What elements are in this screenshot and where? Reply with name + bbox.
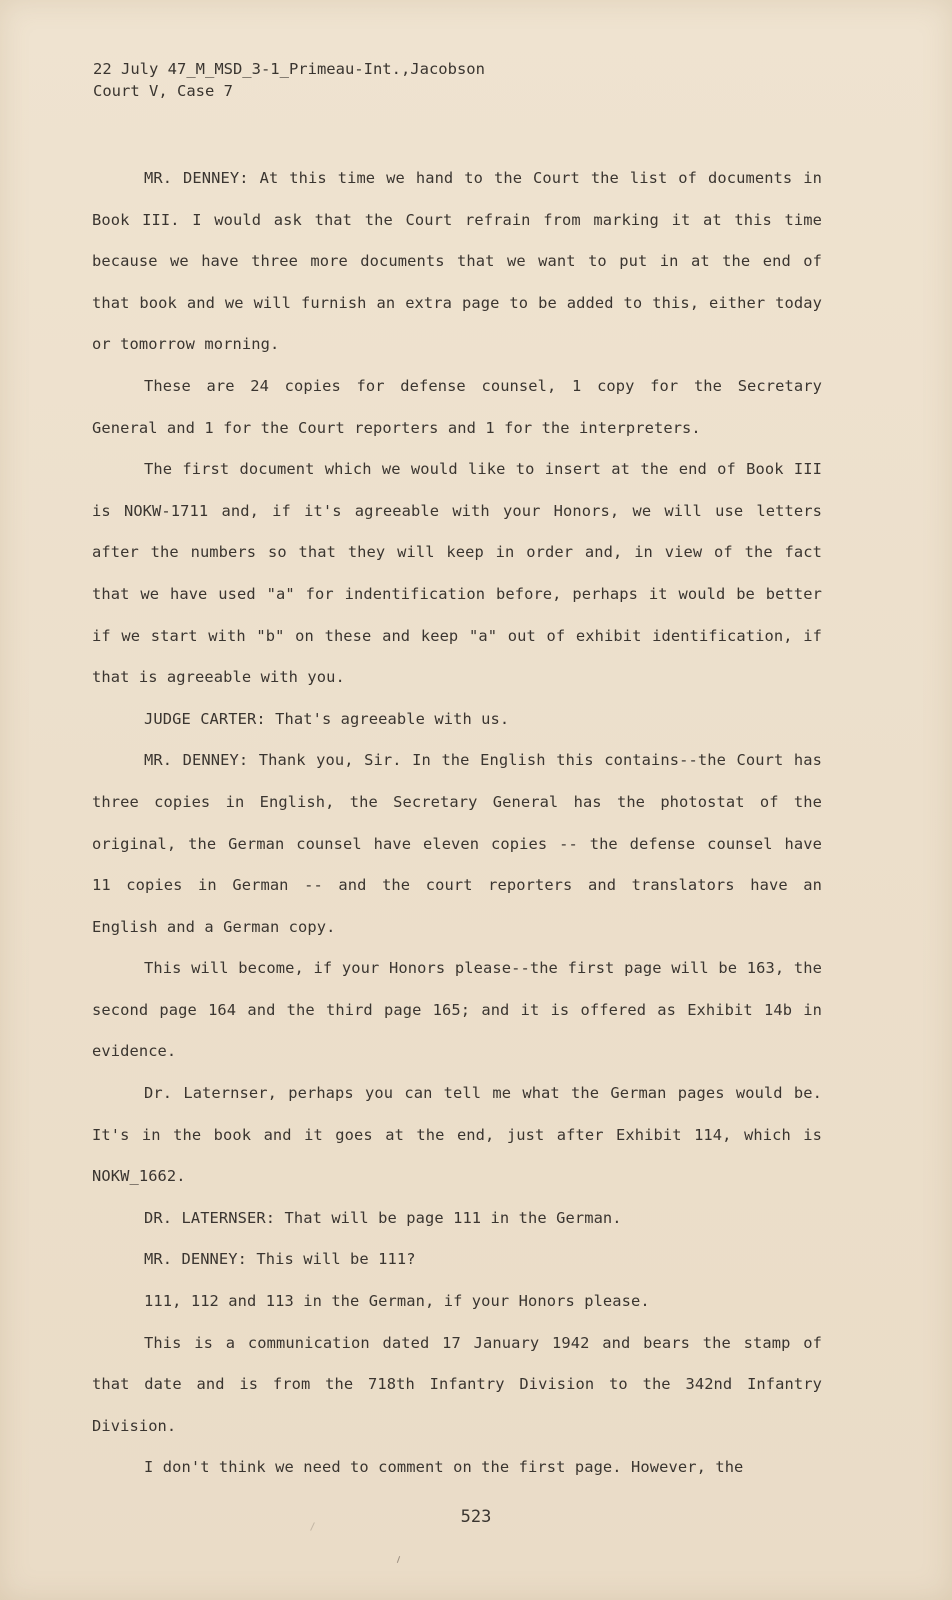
page-number: 523 [460, 1507, 492, 1527]
paragraph-8: DR. LATERNSER: That will be page 111 in the German. [144, 1208, 622, 1227]
paragraph-3: The first document which we would like to insert at the end of Book III is NOKW-1711 and, if it's agreeable with your Honors, we will use letters after the numbers so that they will keep in order and, in view of the fact that we have used "a" for indentification before, perhaps it would be better if we start with "b" on these and keep "a" out of exhibit identification, if that is agreeable with you. [92, 460, 822, 687]
paragraph-12: I don't think we need to comment on the first page. However, the [144, 1458, 744, 1477]
header-line-1: 22 July 47_M_MSD_3-1_Primeau-Int.,Jacobson [93, 60, 485, 78]
paragraph-6: This will become, if your Honors please--the first page will be 163, the second page 164 and the third page 165; and it is offered as Exhibit 14b in evidence. [92, 959, 822, 1061]
pencil-mark [397, 1556, 400, 1563]
paragraph-5: MR. DENNEY: Thank you, Sir. In the English this contains--the Court has three copies in English, the Secretary General has the photostat of the original, the German counsel have eleven copies -- the defense counsel have 11 copies in German -- and the court reporters and translators have an English and a German copy. [92, 751, 822, 936]
paragraph-2: These are 24 copies for defense counsel, 1 copy for the Secretary General and 1 for the Court reporters and 1 for the interpreters. [92, 376, 822, 437]
header-line-2: Court V, Case 7 [93, 82, 233, 100]
paragraph-1: MR. DENNEY: At this time we hand to the Court the list of documents in Book III. I would ask that the Court refrain from marking it at this time because we have three more documents that we want to put in at the end of that book and we will furnish an extra page to be added to this, either today or tomorrow morning. [92, 169, 822, 354]
paragraph-4: JUDGE CARTER: That's agreeable with us. [144, 709, 510, 728]
paragraph-10: 111, 112 and 113 in the German, if your Honors please. [144, 1292, 650, 1311]
paragraph-9: MR. DENNEY: This will be 111? [144, 1250, 416, 1269]
paragraph-11: This is a communication dated 17 January 1942 and bears the stamp of that date and is from the 718th Infantry Division to the 342nd Infantry Division. [92, 1333, 822, 1435]
transcript-body [92, 158, 822, 1489]
document-header [93, 58, 485, 102]
paragraph-7: Dr. Laternser, perhaps you can tell me what the German pages would be. It's in the book and it goes at the end, just after Exhibit 114, which is NOKW_1662. [92, 1084, 822, 1186]
